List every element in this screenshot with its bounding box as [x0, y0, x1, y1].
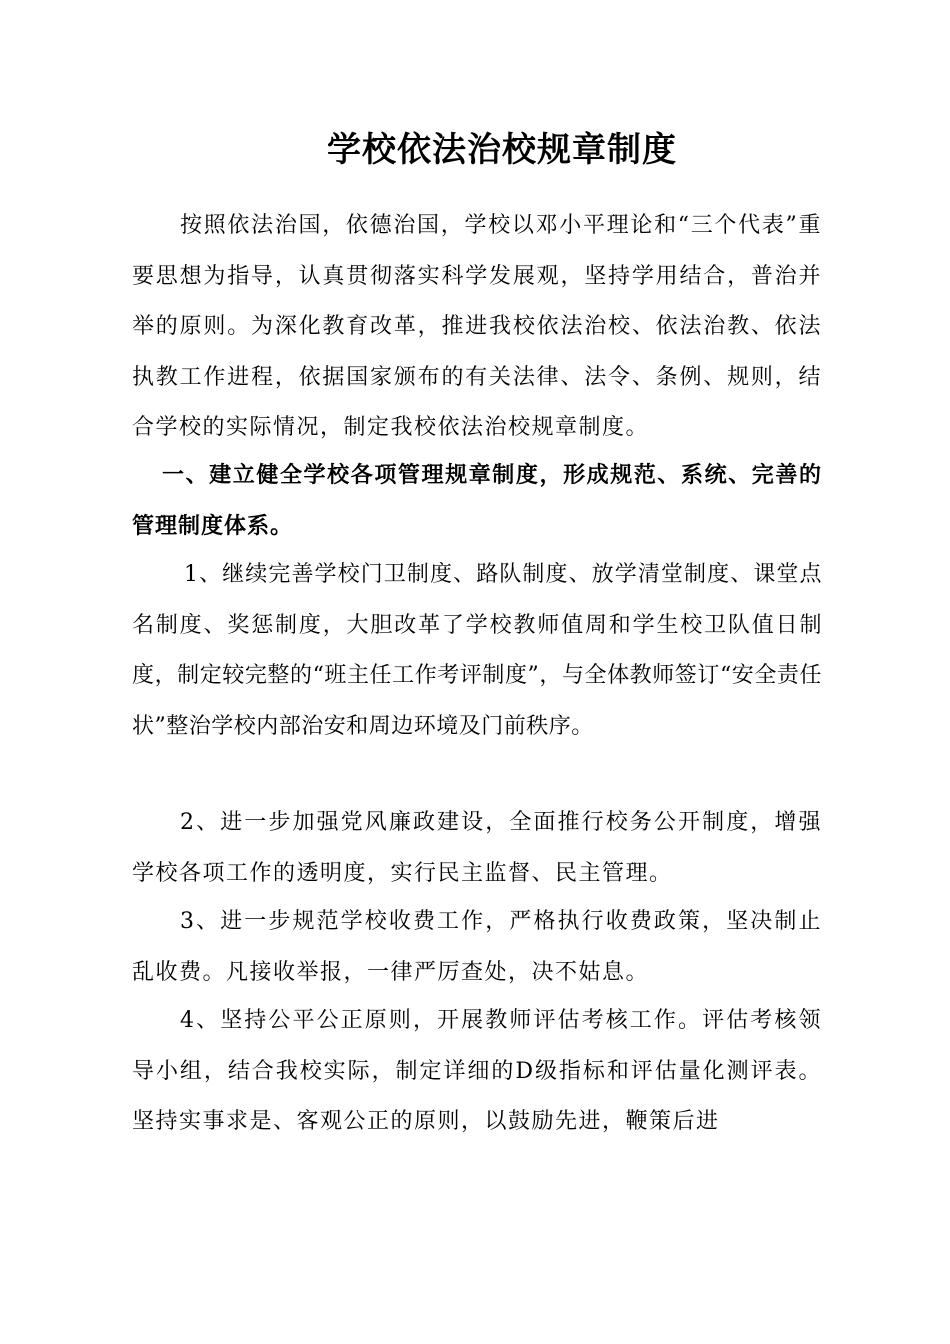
- document-title: 学校依法治校规章制度: [327, 130, 677, 170]
- section-one-heading: 一、建立健全学校各项管理规章制度，形成规范、系统、完善的管理制度体系。: [132, 463, 822, 539]
- item-paragraph-2: 2、进一步加强党风廉政建设，全面推行校务公开制度，增强学校各项工作的透明度，实行民主监督、民主管理。: [132, 810, 822, 886]
- item-paragraph-3: 3、进一步规范学校收费工作，严格执行收费政策，坚决制止乱收费。凡接收举报，一律严厉查处，决不姑息。: [132, 909, 822, 985]
- intro-paragraph: 按照依法治国，依德治国，学校以邓小平理论和“三个代表”重要思想为指导，认真贯彻落实科学发展观，坚持学用结合，普治并举的原则。为深化教育改革，推进我校依法治校、依法治教、依法执教工作进程，依据国家颁布的有关法律、法令、条例、规则，结合学校的实际情况，制定我校依法治校规章制度。: [132, 213, 822, 440]
- item-paragraph-4: 4、坚持公平公正原则，开展教师评估考核工作。评估考核领导小组，结合我校实际，制定详细的D级指标和评估量化测评表。坚持实事求是、客观公正的原则，以鼓励先进，鞭策后进: [132, 1008, 822, 1134]
- item-paragraph-1: 1、继续完善学校门卫制度、路队制度、放学清堂制度、课堂点名制度、奖惩制度，大胆改革了学校教师值周和学生校卫队值日制度，制定较完整的“班主任工作考评制度”，与全体教师签订“安全责任状”整治学校内部治安和周边环境及门前秩序。: [132, 562, 822, 739]
